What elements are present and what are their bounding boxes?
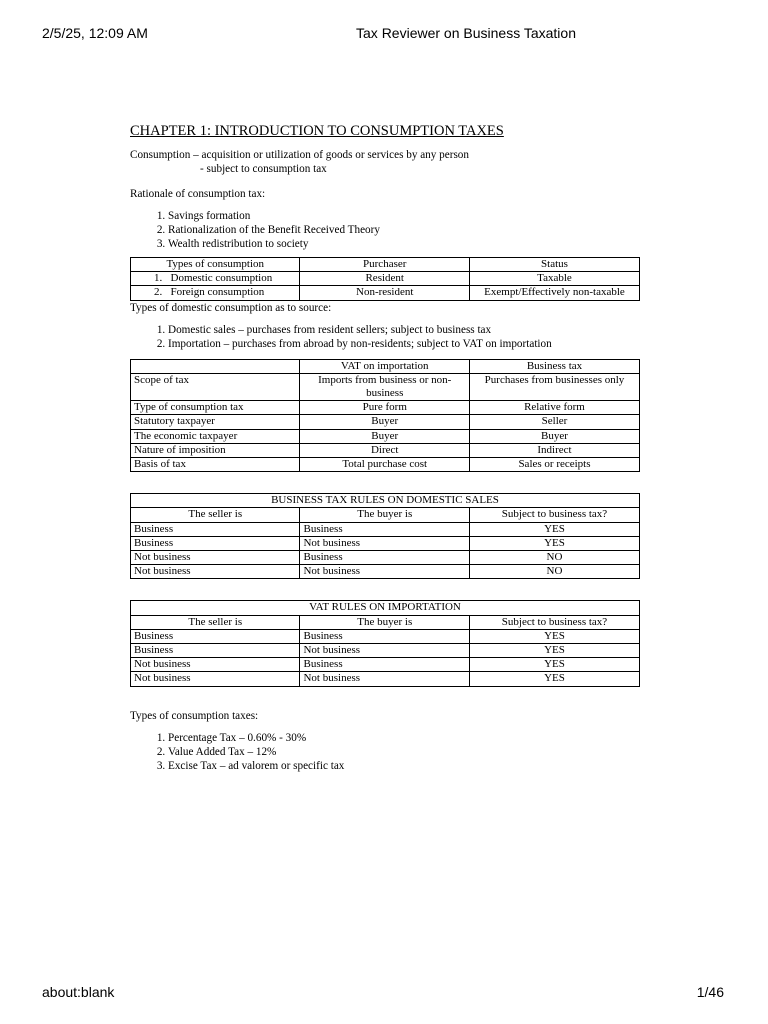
table-cell: Business: [131, 644, 300, 658]
list-item: 1. Savings formation: [168, 209, 640, 223]
row-label: Domestic consumption: [170, 272, 273, 285]
table-cell: Buyer: [300, 415, 469, 429]
table-row: [131, 551, 640, 565]
table-cell: Not business: [131, 658, 300, 672]
list-item: 2. Rationalization of the Benefit Received Theory: [168, 223, 640, 237]
table-cell: Business: [131, 629, 300, 643]
table-cell: Type of consumption tax: [131, 401, 300, 415]
table-header: The buyer is: [300, 615, 469, 629]
taxes-list: [130, 731, 640, 773]
table-title: VAT RULES ON IMPORTATION: [131, 601, 640, 615]
table-cell: Not business: [300, 536, 469, 550]
page-counter: 1/46: [696, 984, 724, 1000]
table-cell: YES: [469, 644, 639, 658]
table-header: The seller is: [131, 615, 300, 629]
table-cell: Not business: [300, 565, 469, 579]
row-number: 1.: [154, 272, 163, 285]
list-item: 2. Importation – purchases from abroad by non-residents; subject to VAT on importation: [168, 337, 640, 351]
table-cell: Relative form: [469, 401, 639, 415]
list-item: 3. Wealth redistribution to society: [168, 237, 640, 251]
table-row: [131, 429, 640, 443]
table-row: [131, 565, 640, 579]
table-cell: YES: [469, 536, 639, 550]
table-row: [131, 458, 640, 472]
table-cell: Direct: [300, 443, 469, 457]
domestic-heading: Types of domestic consumption as to source:: [130, 301, 332, 314]
list-item: 1. Domestic sales – purchases from resident sellers; subject to business tax: [168, 323, 640, 337]
table-row: [131, 286, 640, 300]
table-cell: Imports from business or non-business: [300, 373, 469, 400]
table-cell: Not business: [300, 672, 469, 686]
table-header: The buyer is: [300, 508, 469, 522]
table-cell: Sales or receipts: [469, 458, 639, 472]
table-header: Business tax: [469, 359, 639, 373]
table-header-row: [131, 508, 640, 522]
list-item: 1. Percentage Tax – 0.60% - 30%: [168, 731, 640, 745]
row-label: Foreign consumption: [170, 286, 265, 299]
table-row: [131, 272, 640, 286]
rationale-list: [130, 209, 640, 251]
table-header-row: [131, 359, 640, 373]
table-row: [131, 373, 640, 400]
table-row: [131, 415, 640, 429]
row-number: 2.: [154, 286, 163, 299]
table-cell: NO: [469, 551, 639, 565]
print-datetime: 2/5/25, 12:09 AM: [42, 25, 148, 41]
table-header: Types of consumption: [131, 258, 300, 272]
table-row: [131, 629, 640, 643]
table-cell: Business: [300, 629, 469, 643]
table-cell: Scope of tax: [131, 373, 300, 400]
table-cell: Not business: [300, 644, 469, 658]
table-row: [131, 536, 640, 550]
table-cell: Business: [300, 551, 469, 565]
table-header: Subject to business tax?: [469, 615, 639, 629]
vat-importation-rules-table: [130, 600, 640, 686]
table-cell: Not business: [131, 565, 300, 579]
vat-vs-business-tax-table: [130, 359, 640, 473]
table-title-row: [131, 494, 640, 508]
business-tax-rules-table: [130, 493, 640, 579]
table-title-row: [131, 601, 640, 615]
table-cell: YES: [469, 658, 639, 672]
table-header: Subject to business tax?: [469, 508, 639, 522]
rationale-heading: Rationale of consumption tax:: [130, 188, 266, 200]
consumption-types-table: [130, 257, 640, 301]
print-url: about:blank: [42, 984, 115, 1000]
table-cell: Basis of tax: [131, 458, 300, 472]
table-row: [131, 672, 640, 686]
table-cell: Total purchase cost: [300, 458, 469, 472]
table-header: Status: [469, 258, 639, 272]
table-cell: Buyer: [469, 429, 639, 443]
print-title: Tax Reviewer on Business Taxation: [356, 25, 576, 41]
table-cell: Not business: [131, 551, 300, 565]
table-cell: Taxable: [469, 272, 639, 286]
table-cell: Non-resident: [300, 286, 469, 300]
table-cell: YES: [469, 629, 639, 643]
table-cell: YES: [469, 672, 639, 686]
table-cell: Purchases from businesses only: [469, 373, 639, 400]
chapter-title: CHAPTER 1: INTRODUCTION TO CONSUMPTION TAXES: [130, 123, 504, 139]
table-cell: Business: [131, 522, 300, 536]
table-cell: Statutory taxpayer: [131, 415, 300, 429]
consumption-subnote: - subject to consumption tax: [200, 163, 327, 175]
table-cell: Exempt/Effectively non-taxable: [469, 286, 639, 300]
table-cell: Seller: [469, 415, 639, 429]
table-header: The seller is: [131, 508, 300, 522]
table-cell: Business: [131, 536, 300, 550]
table-cell: Not business: [131, 672, 300, 686]
consumption-definition: Consumption – acquisition or utilization of goods or services by any person: [130, 149, 469, 161]
table-header-row: [131, 615, 640, 629]
table-cell: Business: [300, 522, 469, 536]
table-cell: Indirect: [469, 443, 639, 457]
table-cell: Pure form: [300, 401, 469, 415]
table-row: [131, 522, 640, 536]
table-header: VAT on importation: [300, 359, 469, 373]
print-header: [0, 25, 768, 43]
domestic-list: [130, 323, 640, 351]
table-cell: [131, 272, 300, 286]
table-cell: Resident: [300, 272, 469, 286]
table-cell: The economic taxpayer: [131, 429, 300, 443]
table-title: BUSINESS TAX RULES ON DOMESTIC SALES: [131, 494, 640, 508]
table-row: [131, 644, 640, 658]
table-header-row: [131, 258, 640, 272]
table-cell: Buyer: [300, 429, 469, 443]
table-cell: Business: [300, 658, 469, 672]
table-cell: [131, 286, 300, 300]
table-cell: Nature of imposition: [131, 443, 300, 457]
table-cell: YES: [469, 522, 639, 536]
document-body: [130, 124, 640, 773]
taxes-heading: Types of consumption taxes:: [130, 709, 259, 722]
table-row: [131, 443, 640, 457]
table-cell: NO: [469, 565, 639, 579]
list-item: 2. Value Added Tax – 12%: [168, 745, 640, 759]
list-item: 3. Excise Tax – ad valorem or specific tax: [168, 759, 640, 773]
table-header: Purchaser: [300, 258, 469, 272]
table-header: [131, 359, 300, 373]
table-row: [131, 401, 640, 415]
print-footer: [0, 984, 768, 1002]
table-row: [131, 658, 640, 672]
